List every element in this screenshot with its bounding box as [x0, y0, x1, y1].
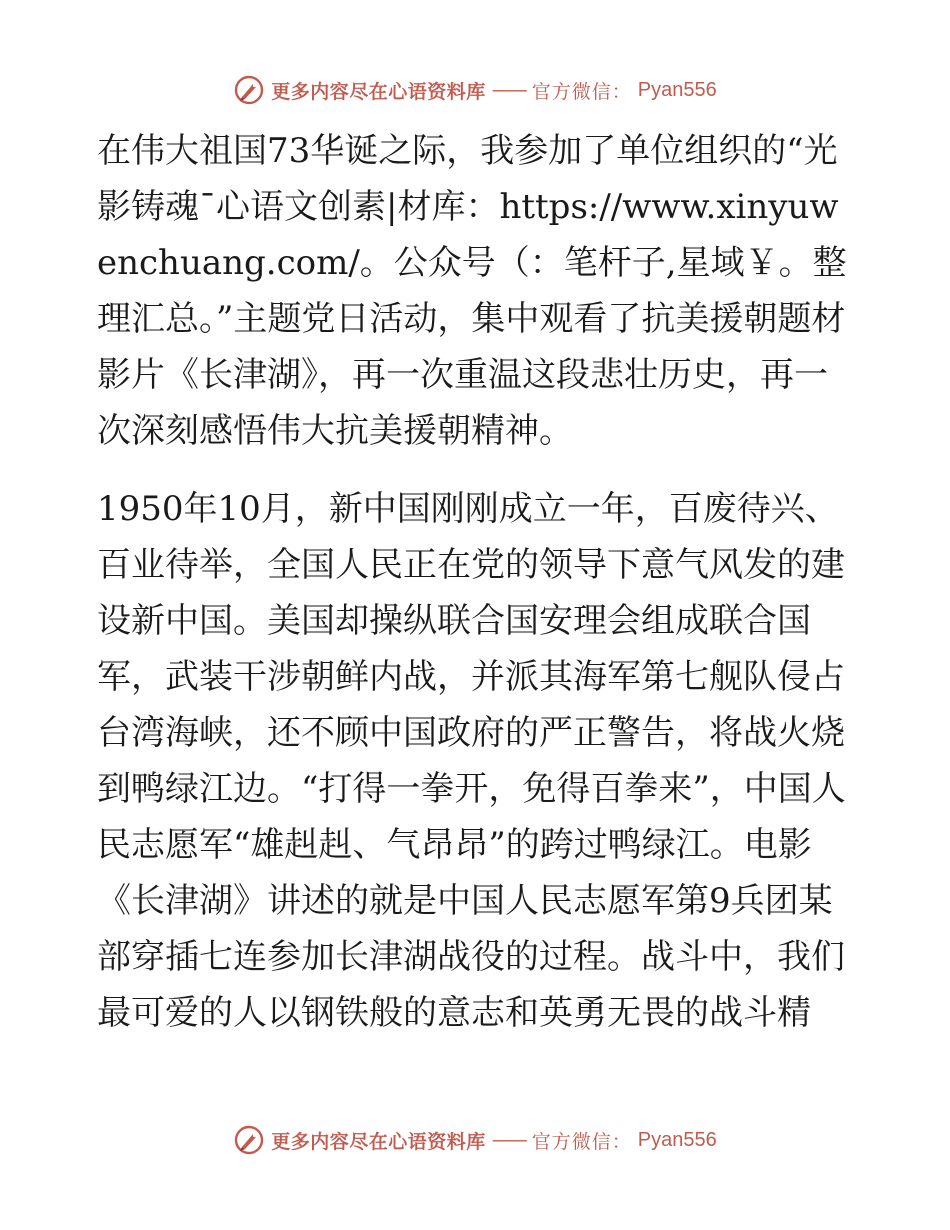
watermark-dash: ——: [491, 79, 526, 101]
watermark-label: 官方微信：: [531, 80, 632, 103]
watermark-handle: Pyan556: [637, 78, 717, 101]
pen-logo-icon: [233, 74, 265, 106]
watermark-text: 更多内容尽在心语资料库: [271, 80, 486, 103]
paragraph: 在伟大祖国73华诞之际，我参加了单位组织的“光影铸魂¯心语文创素|材库：https://www.xinyuwenchuang.com/。公众号（：笔杆子,星域￥。整理汇总。”主题党日活动，集中观看了抗美援朝题材影片《长津湖》，再一次重温这段悲壮历史，再一次深刻感悟伟大抗美援朝精神。: [97, 131, 847, 451]
watermark-handle: Pyan556: [637, 1128, 717, 1151]
paragraph: 1950年10月，新中国刚刚成立一年，百废待兴、百业待举，全国人民正在党的领导下意气风发的建设新中国。美国却操纵联合国安理会组成联合国军，武装干涉朝鲜内战，并派其海军第七舰队侵占台湾海峡，还不顾中国政府的严正警告，将战火烧到鸭绿江边。“打得一拳开，免得百拳来”，中国人民志愿军“雄赳赳、气昂昂”的跨过鸭绿江。电影《长津湖》讲述的就是中国人民志愿军第9兵团某部穿插七连参加长津湖战役的过程。战斗中，我们最可爱的人以钢铁般的意志和英勇无畏的战斗精: [97, 489, 846, 1033]
watermark-dash: ——: [491, 1129, 526, 1151]
document-body: [97, 123, 857, 1041]
watermark-text: 更多内容尽在心语资料库: [271, 1130, 486, 1153]
footer-watermark: [0, 1120, 950, 1160]
watermark-label: 官方微信：: [531, 1130, 632, 1153]
header-watermark: [0, 70, 950, 110]
pen-logo-icon: [233, 1124, 265, 1156]
